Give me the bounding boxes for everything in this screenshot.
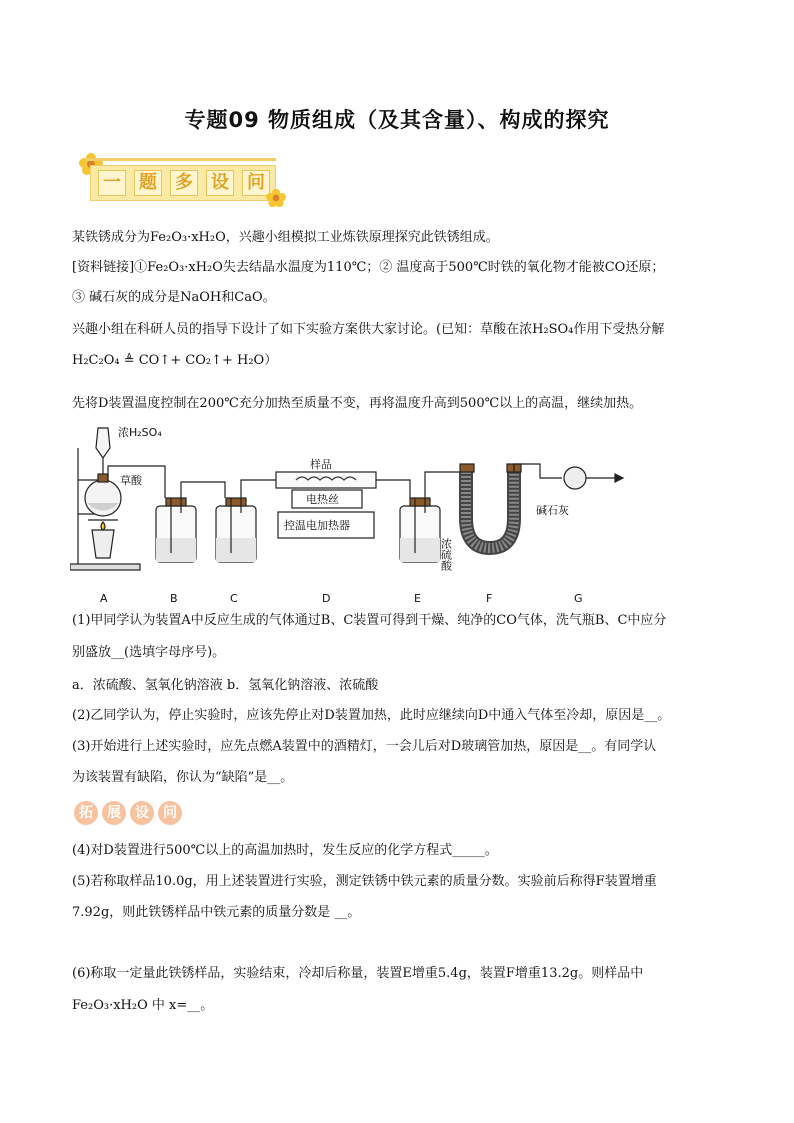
letter-f: F bbox=[486, 592, 493, 605]
question-1: (1)甲同学认为装置A中反应生成的气体通过B、C装置可得到干燥、纯净的CO气体，洗气瓶B、C中应分 bbox=[72, 613, 667, 628]
tag-char: 设 bbox=[130, 801, 154, 825]
question-1-options: a．浓硫酸、氢氧化钠溶液 b．氢氧化钠溶液、浓硫酸 bbox=[72, 678, 379, 693]
banner-char: 一 bbox=[98, 170, 126, 196]
banner-line bbox=[86, 158, 276, 161]
question-4: (4)对D装置进行500℃以上的高温加热时，发生反应的化学方程式_____。 bbox=[72, 843, 498, 858]
apparatus-diagram bbox=[70, 418, 630, 608]
question-1-cont: 别盛放__(选填字母序号)。 bbox=[72, 645, 226, 660]
label-sample: 样品 bbox=[310, 458, 332, 471]
banner-char: 设 bbox=[206, 170, 234, 196]
extended-tag bbox=[72, 799, 190, 829]
section-banner bbox=[72, 152, 292, 208]
label-acid: 浓H₂SO₄ bbox=[118, 426, 162, 439]
letter-d: D bbox=[322, 592, 331, 605]
label-sulfuric: 浓硫酸 bbox=[439, 538, 453, 571]
intro-line: ③ 碱石灰的成分是NaOH和CaO。 bbox=[72, 290, 276, 305]
question-2: (2)乙同学认为，停止实验时，应该先停止对D装置加热，此时应继续向D中通入气体至冷却，原因是__。 bbox=[72, 708, 671, 723]
question-3-cont: 为该装置有缺陷，你认为“缺陷”是__。 bbox=[72, 770, 294, 785]
question-6-cont: Fe₂O₃·xH₂O 中 x=__。 bbox=[72, 998, 214, 1013]
banner-char: 题 bbox=[134, 170, 162, 196]
label-limesoda: 碱石灰 bbox=[536, 504, 569, 517]
question-3: (3)开始进行上述实验时，应先点燃A装置中的酒精灯，一会儿后对D玻璃管加热，原因是__。有同学认 bbox=[72, 739, 657, 754]
banner-char: 问 bbox=[242, 170, 270, 196]
letter-a: A bbox=[100, 592, 108, 605]
label-wire: 电热丝 bbox=[306, 493, 339, 506]
intro-line: 某铁锈成分为Fe₂O₃·xH₂O，兴趣小组模拟工业炼铁原理探究此铁锈组成。 bbox=[72, 230, 499, 245]
letter-g: G bbox=[574, 592, 583, 605]
intro-line: 兴趣小组在科研人员的指导下设计了如下实验方案供大家讨论。(已知：草酸在浓H₂SO₄作用下受热分解 bbox=[72, 322, 665, 337]
page-title: 专题09 物质组成（及其含量）、构成的探究 bbox=[184, 108, 610, 132]
equation: H₂C₂O₄ ≜ CO↑+ CO₂↑+ H₂O） bbox=[72, 353, 278, 368]
label-oxalic: 草酸 bbox=[120, 474, 142, 487]
label-heater: 控温电加热器 bbox=[284, 519, 350, 532]
intro-line: 先将D装置温度控制在200℃充分加热至质量不变，再将温度升高到500℃以上的高温，继续加热。 bbox=[72, 396, 643, 411]
question-5: (5)若称取样品10.0g，用上述装置进行实验，测定铁锈中铁元素的质量分数。实验前后称得F装置增重 bbox=[72, 874, 657, 889]
letter-b: B bbox=[170, 592, 178, 605]
tag-char: 拓 bbox=[74, 801, 98, 825]
question-5-cont: 7.92g，则此铁锈样品中铁元素的质量分数是 __。 bbox=[72, 905, 361, 920]
banner-char: 多 bbox=[170, 170, 198, 196]
tag-char: 问 bbox=[158, 801, 182, 825]
flower-icon bbox=[264, 188, 288, 208]
tag-char: 展 bbox=[102, 801, 126, 825]
intro-line: [资料链接]①Fe₂O₃·xH₂O失去结晶水温度为110℃；② 温度高于500℃时铁的氧化物才能被CO还原； bbox=[72, 260, 665, 275]
letter-c: C bbox=[230, 592, 238, 605]
question-6: (6)称取一定量此铁锈样品，实验结束，冷却后称量，装置E增重5.4g，装置F增重13.2g。则样品中 bbox=[72, 966, 644, 981]
letter-e: E bbox=[414, 592, 421, 605]
